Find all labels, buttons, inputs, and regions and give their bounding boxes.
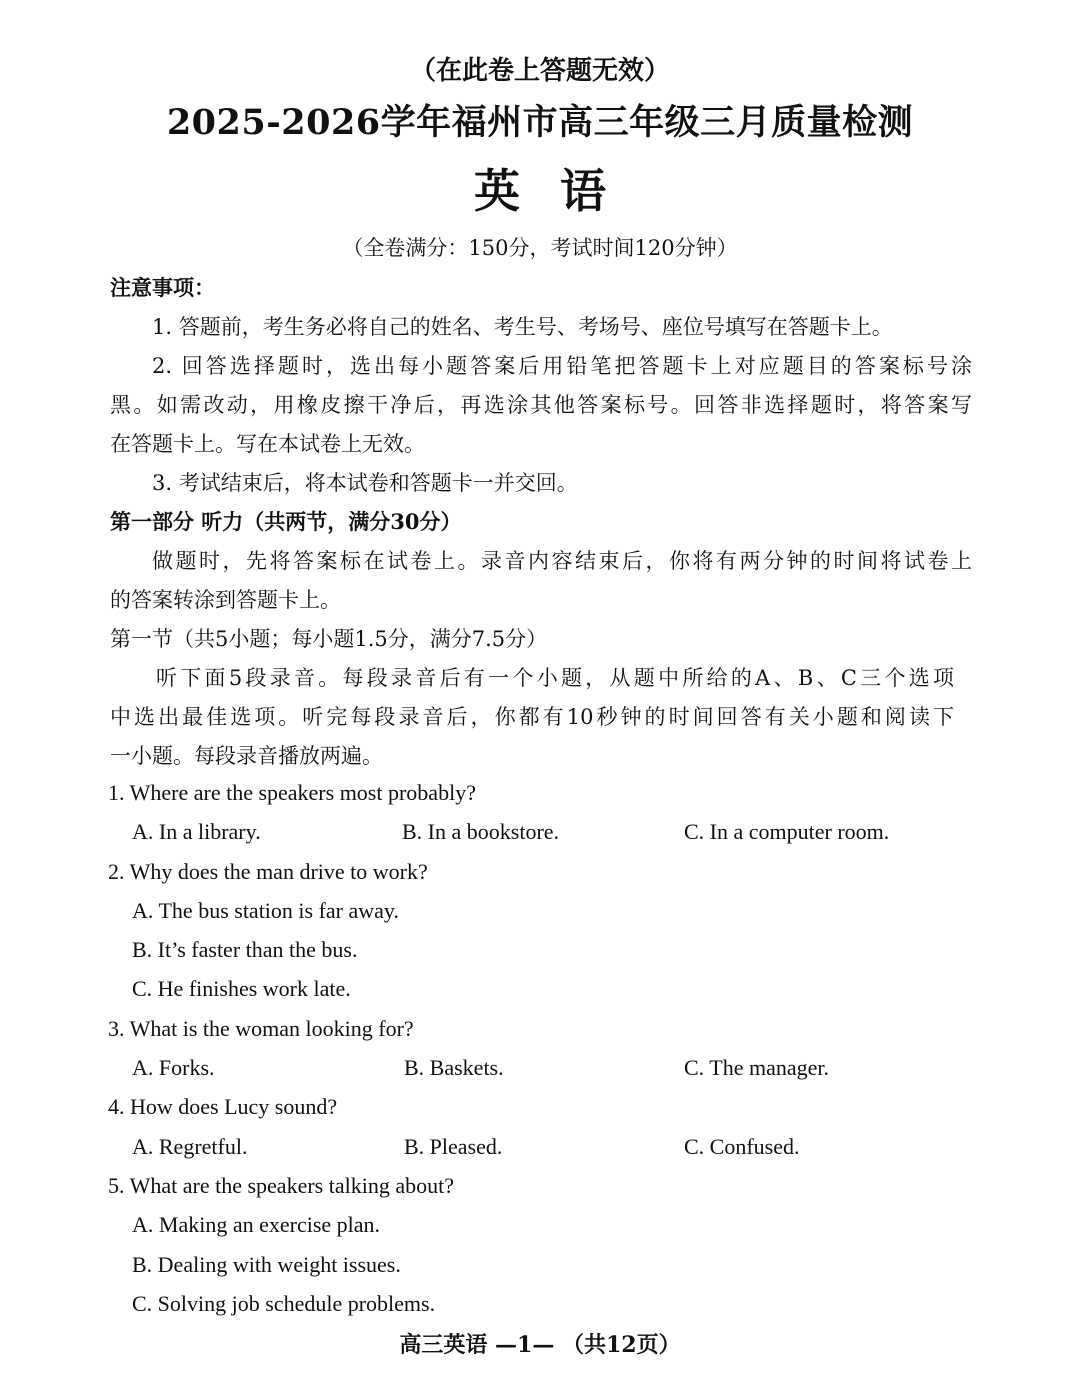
subject-title: 英语: [474, 164, 646, 218]
invalid-answer-notice: （在此卷上答题无效）: [409, 56, 670, 86]
question-3-option-a: A. Forks.: [132, 1055, 215, 1080]
instruction-item-2-line-2: 黑。如需改动，用橡皮擦干净后，再选涂其他答案标号。回答非选择题时，将答案写: [110, 393, 972, 417]
section1-heading: 第一节（共5小题；每小题1.5分，满分7.5分）: [110, 627, 548, 651]
exam-info: （全卷满分：150分，考试时间120分钟）: [342, 236, 738, 260]
section1-line-1: 听下面5段录音。每段录音后有一个小题，从题中所给的A、B、C三个选项: [156, 666, 954, 690]
question-1-option-a: A. In a library.: [132, 819, 261, 844]
instruction-item-1: 1. 答题前，考生务必将自己的姓名、考生号、考场号、座位号填写在答题卡上。: [152, 315, 893, 339]
part1-heading: 第一部分 听力（共两节，满分30分）: [110, 509, 462, 534]
section1-line-2: 中选出最佳选项。听完每段录音后，你都有10秒钟的时间回答有关小题和阅读下: [110, 705, 954, 729]
question-1-option-c: C. In a computer room.: [684, 819, 890, 844]
question-2-stem: 2. Why does the man drive to work?: [108, 859, 428, 884]
section1-line-3: 一小题。每段录音播放两遍。: [110, 744, 383, 768]
instruction-item-3: 3. 考试结束后，将本试卷和答题卡一并交回。: [152, 471, 578, 495]
exam-title: 2025-2026学年福州市高三年级三月质量检测: [166, 102, 914, 143]
question-2-option-a: A. The bus station is far away.: [132, 898, 399, 923]
question-4-option-b: B. Pleased.: [404, 1134, 503, 1159]
question-5-option-a: A. Making an exercise plan.: [132, 1212, 381, 1237]
question-2-option-b: B. It’s faster than the bus.: [132, 937, 358, 962]
instructions-heading: 注意事项：: [110, 275, 215, 300]
question-1-option-b: B. In a bookstore.: [402, 819, 560, 844]
question-4-option-c: C. Confused.: [684, 1134, 800, 1159]
question-5-option-b: B. Dealing with weight issues.: [132, 1252, 401, 1277]
part1-intro-line-1: 做题时，先将答案标在试卷上。录音内容结束后，你将有两分钟的时间将试卷上: [152, 549, 972, 573]
question-5-option-c: C. Solving job schedule problems.: [132, 1291, 436, 1316]
instruction-item-2-line-1: 2. 回答选择题时，选出每小题答案后用铅笔把答题卡上对应题目的答案标号涂: [152, 354, 972, 378]
question-4-option-a: A. Regretful.: [132, 1134, 248, 1159]
question-3-stem: 3. What is the woman looking for?: [108, 1016, 414, 1041]
question-1-stem: 1. Where are the speakers most probably?: [108, 780, 476, 805]
page-footer: 高三英语 —1— （共12页）: [399, 1332, 681, 1358]
question-3-option-b: B. Baskets.: [404, 1055, 504, 1080]
question-2-option-c: C. He finishes work late.: [132, 976, 351, 1001]
part1-intro-line-2: 的答案转涂到答题卡上。: [110, 588, 341, 612]
question-3-option-c: C. The manager.: [684, 1055, 829, 1080]
question-5-stem: 5. What are the speakers talking about?: [108, 1173, 454, 1198]
question-4-stem: 4. How does Lucy sound?: [108, 1094, 338, 1119]
instruction-item-2-line-3: 在答题卡上。写在本试卷上无效。: [110, 432, 425, 456]
